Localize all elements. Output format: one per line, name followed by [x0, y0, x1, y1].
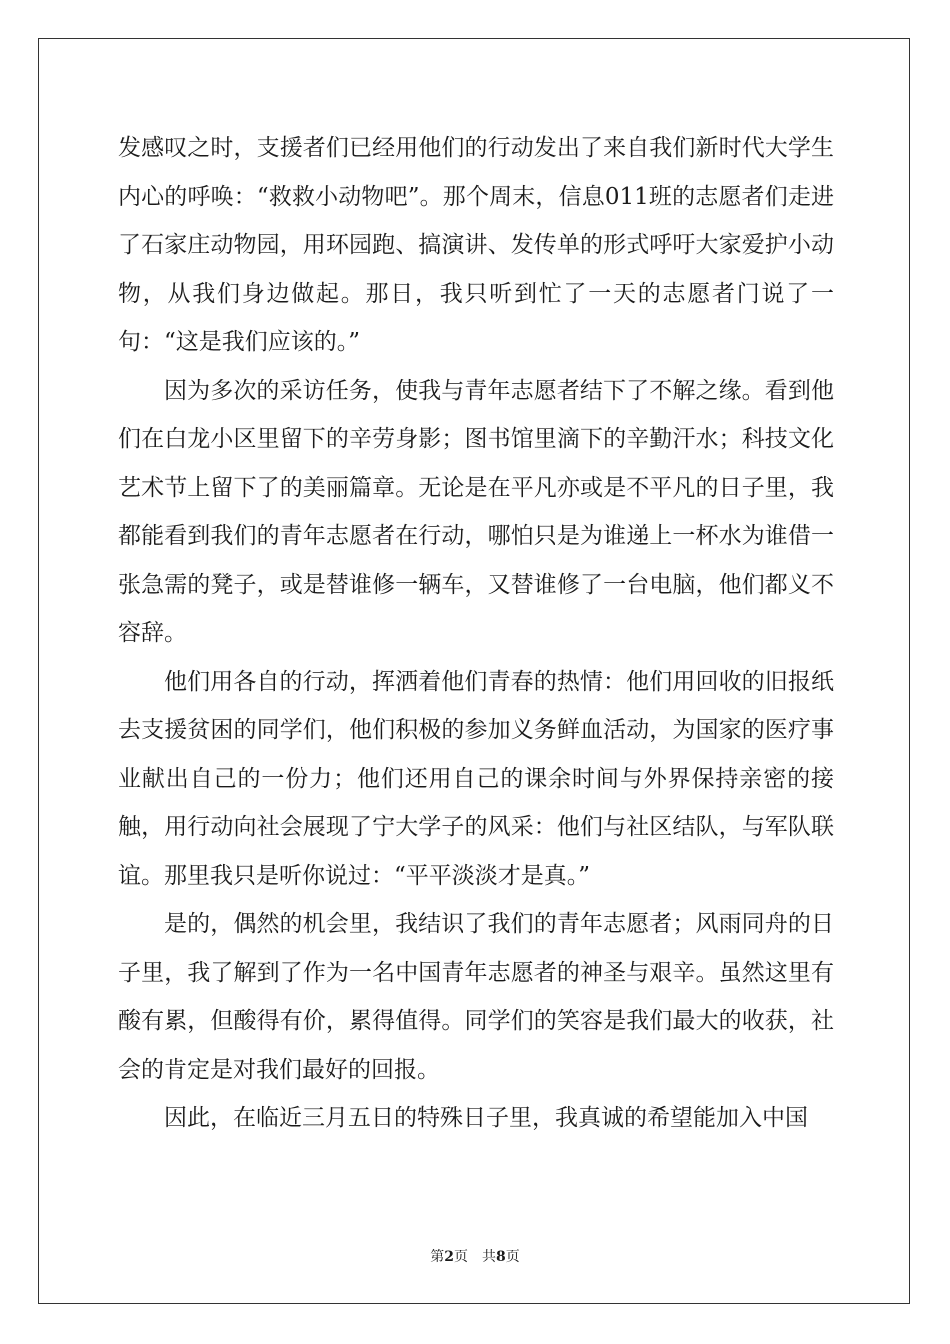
paragraph-4: 是的，偶然的机会里，我结识了我们的青年志愿者；风雨同舟的日子里，我了解到了作为一名中国青年志愿者的神圣与艰辛。虽然这里有酸有累，但酸得有价，累得值得。同学们的笑容是我们最大的收获，社会的肯定是对我们最好的回报。: [118, 911, 834, 1083]
page-footer: [0, 1246, 950, 1266]
page-total-number: 8: [496, 1249, 506, 1265]
page-current-number: 2: [444, 1249, 454, 1265]
paragraph-3: 他们用各自的行动，挥洒着他们青春的热情：他们用回收的旧报纸去支援贫困的同学们，他们积极的参加义务鲜血活动，为国家的医疗事业献出自己的一份力；他们还用自己的课余时间与外界保持亲密的接触，用行动向社会展现了宁大学子的风采：他们与社区结队，与军队联谊。那里我只是听你说过：“平平淡淡才是真。”: [118, 668, 834, 889]
total-suffix: 页: [505, 1249, 520, 1265]
paragraph-1: 发感叹之时，支援者们已经用他们的行动发出了来自我们新时代大学生内心的呼唤：“救救小动物吧”。那个周末，信息011班的志愿者们走进了石家庄动物园，用环园跑、搞演讲、发传单的形式呼吁大家爱护小动物，从我们身边做起。那日，我只听到忙了一天的志愿者门说了一句：“这是我们应该的。”: [118, 135, 834, 355]
paragraph-5: 因此，在临近三月五日的特殊日子里，我真诚的希望能加入中国: [164, 1105, 808, 1131]
document-body: [118, 124, 834, 1143]
page-prefix: 第: [430, 1249, 445, 1265]
paragraph-2: 因为多次的采访任务，使我与青年志愿者结下了不解之缘。看到他们在白龙小区里留下的辛劳身影；图书馆里滴下的辛勤汗水；科技文化艺术节上留下了的美丽篇章。无论是在平凡亦或是不平凡的日子里，我都能看到我们的青年志愿者在行动，哪怕只是为谁递上一杯水为谁借一张急需的凳子，或是替谁修一辆车，又替谁修了一台电脑，他们都义不容辞。: [118, 377, 834, 646]
total-prefix: 共: [482, 1249, 496, 1265]
page-suffix: 页: [454, 1249, 468, 1265]
